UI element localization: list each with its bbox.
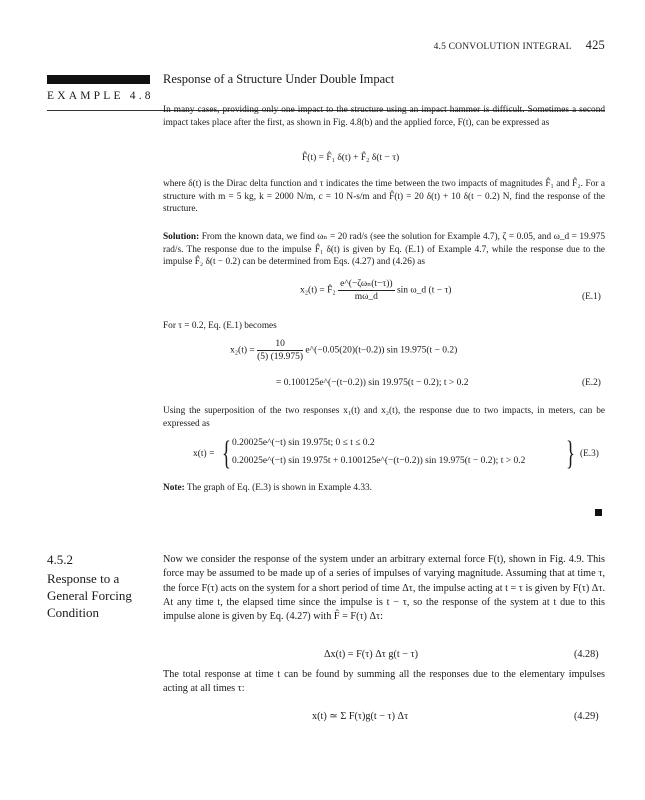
- running-header: [0, 38, 605, 53]
- solution-text: From the known data, we find ωₙ = 20 rad/s (see the solution for Example 4.7), ζ = 0.05, and ω_d = 19.975 rad/s. The response due to the impulse F̂₁ δ(t) is given by Eq. (E.1) of Example 4.7, while the response due to the impulse F̂₂ δ(t − 0.2) can be determined from Eqs. (4.27) and (4.26) as: [163, 232, 605, 268]
- section-title-line: Condition: [47, 605, 100, 620]
- eq3-line1: 0.20025e^(−t) sin 19.975t; 0 ≤ t ≤ 0.2: [232, 438, 375, 448]
- section-paragraph-1: Now we consider the response of the system under an arbitrary external force F(t), shown in Fig. 4.9. This force may be assumed to be made up of a series of impulses of varying magnitude. Assuming that at time τ, the force F(τ) acts on the system for a short period of time Δτ, the impulse acting at t = τ is given by F(τ) Δτ. At any time t, the elapsed time since the impulse is t − τ, so the response of the system at t due to this impulse alone is given by Eq. (4.27) with F̂ = F(τ) Δτ:: [163, 554, 605, 623]
- equation-e2b: = 0.100125e^(−(t−0.2)) sin 19.975(t − 0.2); t > 0.2: [276, 378, 469, 388]
- eq1-fraction: [338, 278, 394, 303]
- section-paragraph-2: The total response at time t can be found by summing all the responses due to the elementary impulses acting at all times τ:: [163, 669, 605, 695]
- section-title-line: General Forcing: [47, 588, 132, 603]
- equation-e2a: [230, 338, 457, 363]
- equation-4-29: x(t) ≃ Σ F(τ)g(t − τ) Δτ: [312, 711, 409, 722]
- eq2a-denominator: (5) (19.975): [257, 352, 304, 362]
- section-number: 4.5.2: [47, 552, 73, 567]
- section-title-line: Response to a: [47, 571, 120, 586]
- eq3-lhs: x(t) =: [193, 449, 215, 459]
- section-title: [47, 570, 157, 621]
- example-intro: In many cases, providing only one impact to the structure using an impact hammer is difficult. Sometimes a second impact takes place after the first, as shown in Fig. 4.8(b) and the applied force, F(t), can be expressed as: [163, 105, 605, 128]
- example-where-text: where δ(t) is the Dirac delta function and τ indicates the time between the two impacts of magnitudes F̂₁ and F̂₂. For a structure with m = 5 kg, k = 2000 N/m, c = 10 N-s/m and F̂(t) = 20 δ(t) + 10 δ(t − 0.2) N, find the response of the structure.: [163, 179, 605, 215]
- eq1-rhs: sin ω_d (t − τ): [396, 285, 452, 296]
- example-label: EXAMPLE 4.8: [47, 90, 154, 102]
- eq428-number: (4.28): [574, 649, 599, 660]
- equation-e1: [300, 278, 451, 303]
- for-tau-text: For τ = 0.2, Eq. (E.1) becomes: [163, 321, 277, 331]
- example-title: Response of a Structure Under Double Impact: [163, 72, 395, 86]
- eq2a-lhs: x₂(t) =: [230, 345, 255, 356]
- eq1-numerator: e^(−ζωₙ(t−τ)): [340, 279, 393, 289]
- eq2a-fraction: [257, 338, 303, 363]
- eq1-lhs: x₂(t) = F̂₂: [300, 285, 336, 296]
- equation-4-28: Δx(t) = F(τ) Δτ g(t − τ): [324, 649, 419, 660]
- eq1-denominator: mω_d: [354, 292, 378, 302]
- superposition-text: Using the superposition of the two responses x₁(t) and x₂(t), the response due to two impacts, in meters, can be expressed as: [163, 406, 605, 429]
- note-label: Note:: [163, 483, 185, 493]
- eq2a-numerator: 10: [257, 338, 303, 351]
- header-section: 4.5 CONVOLUTION INTEGRAL: [433, 42, 572, 52]
- eq429-number: (4.29): [574, 711, 599, 722]
- eq3-right-brace: }: [566, 435, 575, 472]
- eq3-number: (E.3): [580, 449, 599, 459]
- example-bar: [47, 75, 150, 84]
- eq3-line2: 0.20025e^(−t) sin 19.975t + 0.100125e^(−(t−0.2)) sin 19.975(t − 0.2); t > 0.2: [232, 456, 526, 466]
- solution-label: Solution:: [163, 232, 200, 242]
- note-paragraph: [163, 482, 605, 495]
- solution-paragraph: [163, 231, 605, 269]
- eq2-number: (E.2): [582, 378, 601, 388]
- note-text: The graph of Eq. (E.3) is shown in Example 4.33.: [186, 483, 372, 493]
- page-number: 425: [585, 38, 605, 52]
- eq2a-rhs: e^(−0.05(20)(t−0.2)) sin 19.975(t − 0.2): [305, 345, 458, 356]
- equation-force: F̂(t) = F̂₁ δ(t) + F̂₂ δ(t − τ): [302, 153, 400, 163]
- eq1-number: (E.1): [582, 292, 601, 302]
- eq3-left-brace: {: [222, 435, 231, 472]
- end-of-example-marker: [595, 509, 602, 516]
